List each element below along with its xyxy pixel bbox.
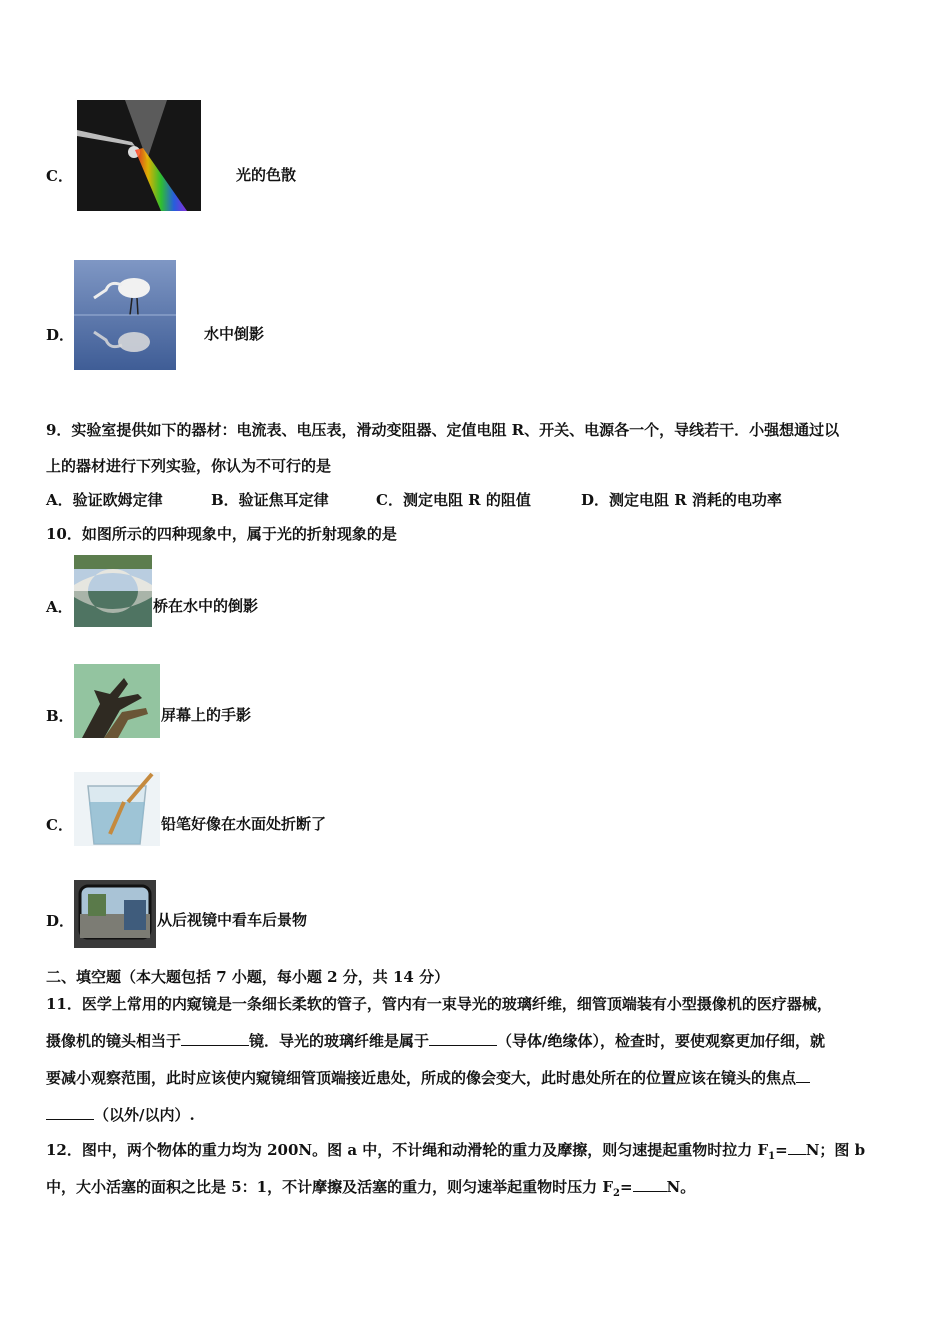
- q9-option-b: B．验证焦耳定律: [211, 491, 329, 509]
- hand-shadow-image: [74, 664, 160, 738]
- q11-blank-3a[interactable]: [796, 1068, 810, 1083]
- q10-option-d-label: D．: [46, 912, 75, 930]
- q9-option-c: C．测定电阻 R 的阻值: [376, 491, 531, 509]
- q12-line2: [46, 1177, 695, 1204]
- q12-line1-eq: =: [775, 1141, 788, 1159]
- q11-line2: [46, 1031, 825, 1051]
- q11-line4: [46, 1105, 195, 1125]
- q11-line2-part2: 镜．导光的玻璃纤维是属于: [249, 1032, 430, 1050]
- q11-blank-3b[interactable]: [46, 1105, 94, 1120]
- q12-line2-part2: N。: [666, 1178, 696, 1196]
- pencil-glass-image: [74, 772, 160, 846]
- bridge-reflection-image: [74, 555, 152, 627]
- q10-option-b-caption: 屏幕上的手影: [161, 706, 252, 724]
- q11-line4-text: （以外/以内）.: [94, 1106, 195, 1124]
- q12-line1-part2: N；图 b: [805, 1141, 866, 1159]
- q10-option-b-label: B．: [46, 707, 74, 725]
- q10-option-a-caption: 桥在水中的倒影: [153, 597, 259, 615]
- q10-stem: 10．如图所示的四种现象中，属于光的折射现象的是: [46, 525, 397, 543]
- q10-option-c-label: C．: [46, 816, 73, 834]
- q10-option-c-caption: 铅笔好像在水面处折断了: [161, 815, 327, 833]
- q8-option-d-label: D．: [46, 326, 75, 344]
- q11-blank-2[interactable]: [429, 1031, 497, 1046]
- q12-line1: [46, 1140, 865, 1167]
- q11-line3-text: 要减小观察范围，此时应该使内窥镜细管顶端接近患处，所成的像会变大，此时患处所在的位置应该在镜头的焦点: [46, 1069, 797, 1087]
- q9-stem-line1: 9．实验室提供如下的器材：电流表、电压表，滑动变阻器、定值电阻 R、开关、电源各一个，导线若干．小强想通过以: [46, 421, 840, 439]
- q8-option-d-caption: 水中倒影: [204, 325, 265, 343]
- q12-sub1: 1: [768, 1151, 776, 1162]
- section2-title: 二、填空题（本大题包括 7 小题，每小题 2 分，共 14 分）: [46, 968, 450, 986]
- q12-blank-2[interactable]: [633, 1177, 667, 1192]
- q12-line1-part1: 12．图中，两个物体的重力均为 200N。图 a 中，不计绳和动滑轮的重力及摩擦，则匀速提起重物时拉力 F: [46, 1141, 769, 1159]
- q10-option-d-caption: 从后视镜中看车后景物: [157, 911, 308, 929]
- q8-option-c-caption: 光的色散: [236, 166, 297, 184]
- q11-line3: [46, 1068, 810, 1088]
- q12-line2-part1: 中，大小活塞的面积之比是 5：1，不计摩擦及活塞的重力，则匀速举起重物时压力 F: [46, 1178, 613, 1196]
- q11-line2-part3: （导体/绝缘体），检查时，要使观察更加仔细，就: [497, 1032, 826, 1050]
- q12-line2-eq: =: [619, 1178, 633, 1196]
- q9-stem-line2: 上的器材进行下列实验，你认为不可行的是: [46, 457, 332, 475]
- q10-option-a-label: A．: [46, 598, 73, 616]
- q8-option-c-label: C．: [46, 167, 73, 185]
- heron-reflection-image: [74, 260, 176, 370]
- q11-line1: 11．医学上常用的内窥镜是一条细长柔软的管子，管内有一束导光的玻璃纤维，细管顶端装有小型摄像机的医疗器械，: [46, 995, 832, 1013]
- q9-options: [46, 490, 782, 510]
- q11-blank-1[interactable]: [181, 1031, 249, 1046]
- q11-line2-part1: 摄像机的镜头相当于: [46, 1032, 182, 1050]
- rear-mirror-image: [74, 880, 156, 948]
- q9-option-d: D．测定电阻 R 消耗的电功率: [581, 491, 782, 509]
- q12-blank-1[interactable]: [788, 1140, 806, 1155]
- q9-option-a: A．验证欧姆定律: [46, 491, 163, 509]
- prism-dispersion-image: [77, 100, 201, 211]
- q12-sub2: 2: [612, 1188, 620, 1199]
